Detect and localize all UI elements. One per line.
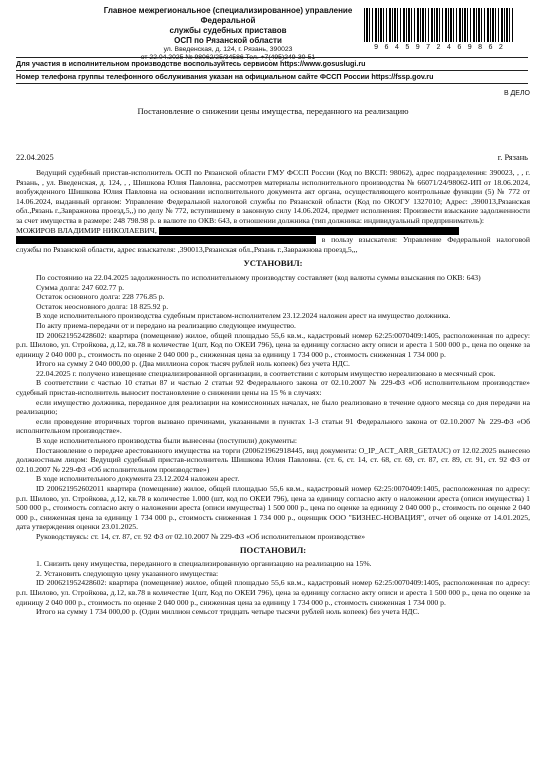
postanovil-heading: ПОСТАНОВИЛ: [239,544,307,555]
document-date: 22.04.2025 [16,153,54,162]
org-line-2: службы судебных приставов [169,26,287,35]
paragraph: Итого на сумму 1 734 000,00 р. (Один миллион семьсот тридцать четыре тысячи рублей ноль копеек) без учета НДС. [36,607,420,617]
paragraph: если имущество должника, переданное для реализации на комиссионных началах, не было реализовано в течение одного месяца со дня передачи на реализацию; [16,397,530,417]
barcode-image [364,8,514,42]
creditor-line [16,235,530,254]
resolution-item: 2. Установить следующую цену указанного имущества: [36,568,219,578]
intro-paragraph: Ведущий судебный пристав-исполнитель ОСП по Рязанской области ГМУ ФССП России (Код по ВКСП: 98062), адрес подразделения: 390023, , , г. Рязань, , ул. Введенская, д. 124, , , Шишкова Юлия Павловна, рассмотрев материалы исполнительного производства № 66071/24/98062-ИП от 18.06.2024, возбужденного Шишкова Юлия Павловна на основании исполнительного документа акт органа, осуществляющего контрольные функции (5) № 772 от 14.06.2024, выданный органом: Управление Федеральной налоговой службы по Рязанской области (Код по ОКОГУ 1327010; Адрес: ,390013,Рязанская обл.,Рязань г.,Завражнова проезд,5,,) по делу № 772, вступившему в законную силу 14.06.2024, предмет исполнения: Произвести взыскание задолженности за счет имущества в размере: 248 798.98 р. в валюте по ОКВ: 643, в отношении должника (тип должника: индивидуальный предприниматель): [16,168,530,225]
redaction-bar [16,236,316,244]
paragraph: 22.04.2025 г. получено извещение специализированной организации, в соответствии с которым имущество нереализовано в месячный срок. [36,368,496,378]
paragraph: В ходе исполнительного производства судебным приставом-исполнителем 23.12.2024 наложен арест на имущество должника. [36,311,451,321]
paragraph: В ходе исполнительного производства были вынесены (поступили) документы: [36,436,298,446]
address-line-2: от 22.04.2025 № 98062/25/34586 Тел. +7(495)249-30-51 [140,54,316,61]
debt-total: Сумма долга: 247 602.77 р. [36,282,125,292]
org-line-1: Главное межрегиональное (специализированное) управление Федеральной [103,6,353,25]
creditor-text: в пользу взыскателя: Управление Федеральной налоговой службы по Рязанской области, адрес взыскателя: ,390013,Рязанская обл.,Рязань г.,Завражнова проезд,5,,, [16,235,530,254]
paragraph: Итого на сумму 2 040 000,00 р. (Два миллиона сорок тысяч рублей ноль копеек) без учета НДС. [36,359,350,369]
ustanovil-heading: УСТАНОВИЛ: [243,258,303,269]
divider [16,70,528,71]
paragraph: По акту приема-передачи от и передано на реализацию следующее имущество. [36,320,296,330]
paragraph: Руководствуясь: ст. 14, ст. 87, ст. 92 ФЗ от 02.10.2007 № 229-ФЗ «Об исполнительном производстве» [36,531,366,541]
divider [16,83,528,84]
organization-name [88,6,368,46]
document-title: Постановление о снижении цены имущества, переданного на реализацию [137,106,409,116]
paragraph: если проведение вторичных торгов вызвано причинами, указанными в пунктах 1-3 статьи 91 Федерального закона от 02.10.2007 № 229-ФЗ «Об исполнительном производстве». [16,416,530,436]
debtor-name: МОЖИРОВ ВЛАДИМИР НИКОЛАЕВИЧ, [16,225,157,235]
resolution-item: 1. Снизить цену имущества, переданного в специализированную организацию на реализацию на 15%. [36,559,372,569]
property-item: ID 200621952428602: квартира (помещение) жилое, общей площадью 55,6 кв.м., кадастровый номер 62:25:0070409:1405, расположенная по адресу: р.п. Шилово, ул. Стройкова, д.12, кв.78 в количестве 1(шт, Код по ОКЕИ 796), цена за единицу согласно акту описи и ареста 1 500 000 р., цена по оценке за единицу 2 040 000 р., стоимость по оценке 2 040 000 р., сниженная цена за единицу 1 734 000 р., стоимость сниженная 1 734 000 р. [16,330,530,359]
paragraph: В соответствии с частью 10 статьи 87 и частью 2 статьи 92 Федерального закона от 02.10.2007 № 229-ФЗ «Об исполнительном производстве» судебный пристав-исполнитель выносит постановление о снижении цены на 15 % в случаях: [16,378,530,398]
redaction-bar [159,227,459,235]
debt-other: Остаток неосновного долга: 18 825.92 р. [36,301,169,311]
v-delo-stamp: В ДЕЛО [503,90,530,97]
paragraph: Постановление о передаче арестованного имущества на торги (200621962918445, вид документа: O_IP_ACT_ARR_GETAUC) от 12.02.2025 вынесено должностным лицом: Ведущий судебный пристав-исполнитель Шишкова Юлия Павловна. (ст. 6, ст. 14, ст. 68, ст. 69, ст. 87, ст. 89, ст. 91, ст. 92 ФЗ от 02.10.2007 № 229-ФЗ «Об исполнительном производстве») [16,445,530,474]
document-city: г. Рязань [497,153,528,162]
paragraph: По состоянию на 22.04.2025 задолженность по исполнительному производству составляет (код валюты суммы взыскания по ОКВ: 643) [36,272,481,282]
divider [16,57,528,58]
paragraph: В ходе исполнительного документа 23.12.2024 наложен арест. [36,474,240,484]
letterhead [16,4,528,90]
document-body [16,168,530,617]
address-line-1: ул. Введенская, д. 124, г. Рязань, 390023 [163,46,293,53]
barcode-number: 9 6 4 5 9 7 2 4 6 9 8 6 2 [373,44,505,52]
phone-group-notice: Номер телефона группы телефонного обслуживания указан на официальном сайте ФССП России https://fssp.gov.ru [16,72,434,81]
gosuslugi-notice: Для участия в исполнительном производстве воспользуйтесь сервисом https://www.gosuslugi.ru [16,59,366,68]
property-item: ID 200621952428602: квартира (помещение) жилое, общей площадью 55,6 кв.м., кадастровый номер 62:25:0070409:1405, расположенная по адресу: р.п. Шилово, ул. Стройкова, д.12, кв.78 в количестве 1(шт, Код по ОКЕИ 796), цена за единицу согласно акту описи и ареста 1 500 000 р., цена по оценке за единицу 2 040 000 р., стоимость по оценке 2 040 000 р., сниженная цена за единицу 1 734 000 р., стоимость сниженная 1 734 000 р. [16,578,530,607]
org-line-3: ОСП по Рязанской области [174,36,282,45]
debt-main: Остаток основного долга: 228 776.85 р. [36,292,165,302]
property-item: ID 200621952602011 квартира (помещение) жилое, общей площадью 55,6 кв.м., кадастровый номер 62:25:0070409:1405, расположенная по адресу: р.п. Шилово, ул. Стройкова, д.12, кв.78 в количестве 1.000 (шт, код по ОКЕИ 796), цена за единицу согласно акту о наложении ареста (описи имущества) 1 500 000 р., стоимость согласно акту о наложении ареста (описи имущества) 1 500 000 р., цена по оценке за единицу 2 040 000 р., стоимость по оценке 2 040 000 р., сниженная цена за единицу 1 734 000 р., стоимость сниженная 1 734 000 р., оценщик ООО "БИЗНЕС-НОВАЦИЯ", отчет об оценке от 14.01.2025, дата утверждения оценки 23.01.2025. [16,484,530,532]
debtor-line [16,226,530,236]
